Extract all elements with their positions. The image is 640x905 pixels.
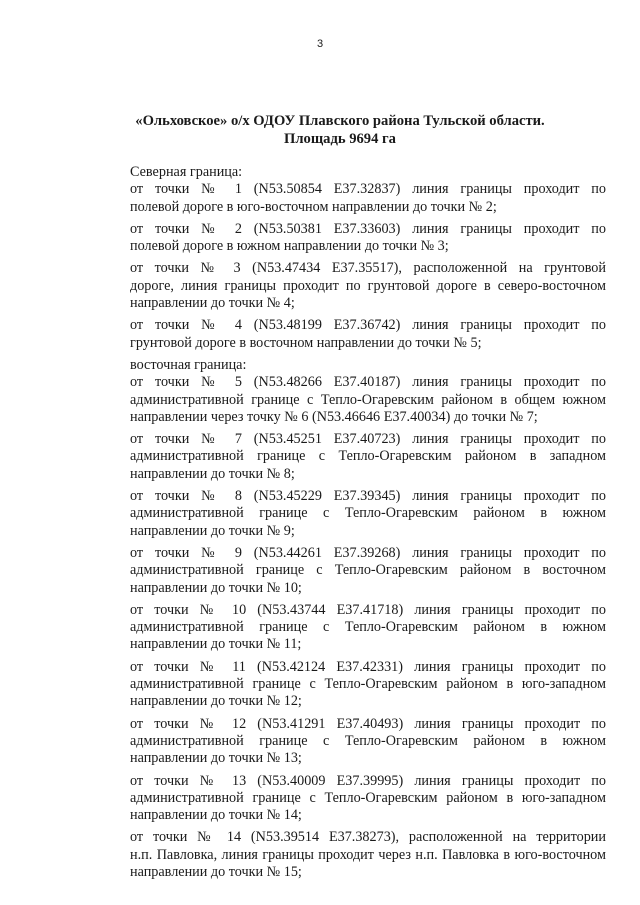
- boundary-paragraph: [94, 488, 606, 540]
- boundary-paragraph: [94, 221, 606, 256]
- section-heading: восточная граница:: [130, 356, 247, 373]
- paragraph-line: направлении до точки № 15;: [130, 863, 302, 880]
- paragraph-line: от точки № 5 (N53.48266 E37.40187) линия границы проходит по: [130, 374, 606, 391]
- paragraph-line: н.п. Павловка, линия границы проходит через н.п. Павловка в юго-восточном: [130, 846, 606, 863]
- paragraph-line: направлении до точки № 4;: [130, 295, 295, 312]
- boundary-paragraph: [94, 317, 606, 352]
- boundary-paragraph: [94, 545, 606, 597]
- paragraph-line: от точки № 1 (N53.50854 E37.32837) линия границы проходит по: [130, 181, 606, 198]
- boundary-paragraph: [94, 716, 606, 768]
- boundary-paragraph: [94, 431, 606, 483]
- paragraph-line: направлении до точки № 8;: [130, 465, 295, 482]
- boundary-paragraph: [94, 659, 606, 711]
- paragraph-line: полевой дороге в юго-восточном направлении до точки № 2;: [130, 198, 497, 215]
- paragraph-line: от точки № 3 (N53.47434 E37.35517), расположенной на грунтовой: [130, 260, 606, 277]
- paragraph-line: от точки № 10 (N53.43744 E37.41718) линия границы проходит по: [130, 601, 606, 618]
- paragraph-line: административной границе с Тепло-Огаревским районом в южном: [130, 732, 606, 749]
- paragraph-line: от точки № 2 (N53.50381 E37.33603) линия границы проходит по: [130, 220, 606, 237]
- paragraph-line: направлении до точки № 11;: [130, 636, 302, 653]
- paragraph-line: административной границе с Тепло-Огаревским районом в юго-западном: [130, 676, 606, 693]
- paragraph-line: грунтовой дороге в восточном направлении до точки № 5;: [130, 334, 482, 351]
- paragraph-line: от точки № 12 (N53.41291 E37.40493) линия границы проходит по: [130, 715, 606, 732]
- paragraph-line: направлении до точки № 10;: [130, 579, 302, 596]
- paragraph-line: от точки № 11 (N53.42124 E37.42331) линия границы проходит по: [130, 658, 606, 675]
- paragraph-line: от точки № 8 (N53.45229 E37.39345) линия границы проходит по: [130, 488, 606, 505]
- paragraph-line: от точки № 7 (N53.45251 E37.40723) линия границы проходит по: [130, 431, 606, 448]
- paragraph-line: от точки № 9 (N53.44261 E37.39268) линия границы проходит по: [130, 544, 606, 561]
- paragraph-line: административной границе с Тепло-Огаревским районом в западном: [130, 448, 606, 465]
- title-line-2: Площадь 9694 га: [284, 131, 396, 147]
- title-line-1: «Ольховское» о/х ОДОУ Плавского района Тульской области.: [135, 113, 545, 129]
- paragraph-line: административной границе с Тепло-Огаревским районом в юго-западном: [130, 789, 606, 806]
- document-body: [94, 164, 606, 886]
- paragraph-line: административной границе с Тепло-Огаревским районом в южном: [130, 619, 606, 636]
- paragraph-line: от точки № 14 (N53.39514 E37.38273), расположенной на территории: [130, 829, 606, 846]
- paragraph-line: направлении до точки № 14;: [130, 807, 302, 824]
- paragraph-line: административной границе с Тепло-Огаревским районом в южном: [130, 505, 606, 522]
- boundary-paragraph: [94, 181, 606, 216]
- paragraph-line: от точки № 4 (N53.48199 E37.36742) линия границы проходит по: [130, 317, 606, 334]
- boundary-paragraph: [94, 829, 606, 881]
- document-title: [80, 112, 600, 148]
- paragraph-line: направлении до точки № 9;: [130, 522, 295, 539]
- section-heading: Северная граница:: [130, 164, 243, 180]
- boundary-paragraph: [94, 602, 606, 654]
- paragraph-line: дороге, линия границы проходит по грунтовой дороге в северо-восточном: [130, 277, 606, 294]
- boundary-paragraph: [94, 773, 606, 825]
- paragraph-line: полевой дороге в южном направлении до точки № 3;: [130, 238, 449, 255]
- paragraph-line: административной границе с Тепло-Огаревским районом в восточном: [130, 562, 606, 579]
- boundary-paragraph: [94, 374, 606, 426]
- paragraph-spacer: [94, 881, 606, 886]
- paragraph-line: направлении через точку № 6 (N53.46646 E37.40034) до точки № 7;: [130, 408, 538, 425]
- paragraph-line: от точки № 13 (N53.40009 E37.39995) линия границы проходит по: [130, 772, 606, 789]
- page-number: 3: [316, 38, 324, 50]
- boundary-paragraph: [94, 260, 606, 312]
- paragraph-line: направлении до точки № 13;: [130, 750, 302, 767]
- paragraph-line: административной границе с Тепло-Огаревским районом в общем южном: [130, 391, 606, 408]
- paragraph-line: направлении до точки № 12;: [130, 693, 302, 710]
